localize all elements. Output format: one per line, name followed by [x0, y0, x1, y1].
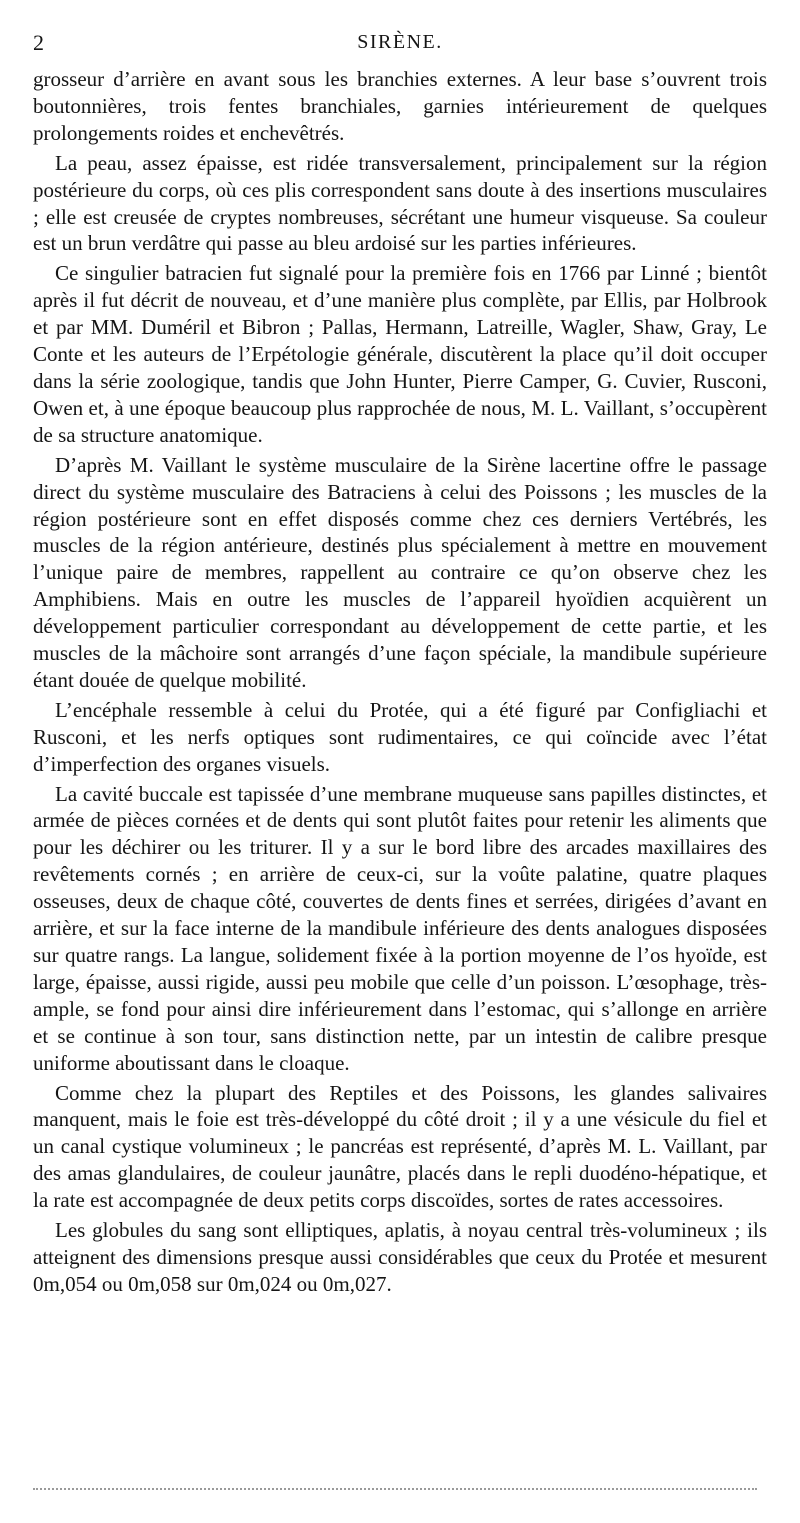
paragraph: L’encéphale ressemble à celui du Protée, qui a été figuré par Configliachi et Rusconi, et les nerfs optiques sont rudimentaires, ce qui coïncide avec l’état d’imperfection des organes visuels.: [33, 697, 767, 776]
page-number: 2: [33, 30, 44, 55]
page-header: [33, 30, 767, 60]
running-title: SIRÈNE.: [357, 31, 443, 53]
paragraph: La cavité buccale est tapissée d’une membrane muqueuse sans papilles distinctes, et armée de pièces cornées et de dents qui sont plutôt faites pour retenir les aliments que pour les déchirer ou les triturer. Il y a sur le bord libre des arcades maxillaires des revêtements cornés ; en arrière de ceux-ci, sur la voûte palatine, quatre plaques osseuses, deux de chaque côté, couvertes de dents fines et serrées, dirigées d’avant en arrière, et sur la face interne de la mandibule inférieure des dents analogues disposées sur quatre rangs. La langue, solidement fixée à la portion moyenne de l’os hyoïde, est large, épaisse, aussi rigide, aussi peu mobile que celle d’un poisson. L’œsophage, très-ample, se fond pour ainsi dire inférieurement dans l’estomac, qui s’allonge en arrière et se continue à son tour, sans distinction nette, par un intestin de calibre presque uniforme aboutissant dans le cloaque.: [33, 781, 767, 1075]
paragraph: Comme chez la plupart des Reptiles et des Poissons, les glandes salivaires manquent, mais le foie est très-développé du côté droit ; il y a une vésicule du fiel et un canal cystique volumineux ; le pancréas est représenté, d’après M. L. Vaillant, par des amas glandulaires, de couleur jaunâtre, placés dans le repli duodéno-hépatique, et la rate est accompagnée de deux petits corps discoïdes, sortes de rates accessoires.: [33, 1080, 767, 1213]
footer-rule: [33, 1488, 757, 1490]
paragraph: La peau, assez épaisse, est ridée transversalement, principalement sur la région postérieure du corps, où ces plis correspondent sans doute à des insertions musculaires ; elle est creusée de cryptes nombreuses, sécrétant une humeur visqueuse. Sa couleur est un brun verdâtre qui passe au bleu ardoisé sur les parties inférieures.: [33, 150, 767, 256]
paragraph: grosseur d’arrière en avant sous les branchies externes. A leur base s’ouvrent trois boutonnières, trois fentes branchiales, garnies intérieurement de quelques prolongements roides et enchevêtrés.: [33, 67, 767, 145]
paragraph: Les globules du sang sont elliptiques, aplatis, à noyau central très-volumineux ; ils atteignent des dimensions presque aussi considérables que ceux du Protée et mesurent 0m,054 ou 0m,058 sur 0m,024 ou 0m,027.: [33, 1218, 767, 1296]
body-text: [33, 66, 767, 1301]
paragraph: Ce singulier batracien fut signalé pour la première fois en 1766 par Linné ; bientôt après il fut décrit de nouveau, et d’une manière plus complète, par Ellis, par Holbrook et par MM. Duméril et Bibron ; Pallas, Hermann, Latreille, Wagler, Shaw, Gray, Le Conte et les auteurs de l’Erpétologie générale, discutèrent la place qu’il doit occuper dans la série zoologique, tandis que John Hunter, Pierre Camper, G. Cuvier, Rusconi, Owen et, à une époque beaucoup plus rapprochée de nous, M. L. Vaillant, s’occupèrent de sa structure anatomique.: [33, 261, 767, 447]
paragraph: D’après M. Vaillant le système musculaire de la Sirène lacertine offre le passage direct du système musculaire des Batraciens à celui des Poissons ; les muscles de la région postérieure sont en effet disposés comme chez ces derniers Vertébrés, les muscles de la région antérieure, destinés plus spécialement à mettre en mouvement l’unique paire de membres, rappellent au contraire ce qu’on observe chez les Amphibiens. Mais en outre les muscles de l’appareil hyoïdien acquièrent un développement particulier correspondant au développement de cette partie, et les muscles de la mâchoire sont arrangés d’une façon spéciale, la mandibule supérieure étant douée de quelque mobilité.: [33, 452, 767, 692]
